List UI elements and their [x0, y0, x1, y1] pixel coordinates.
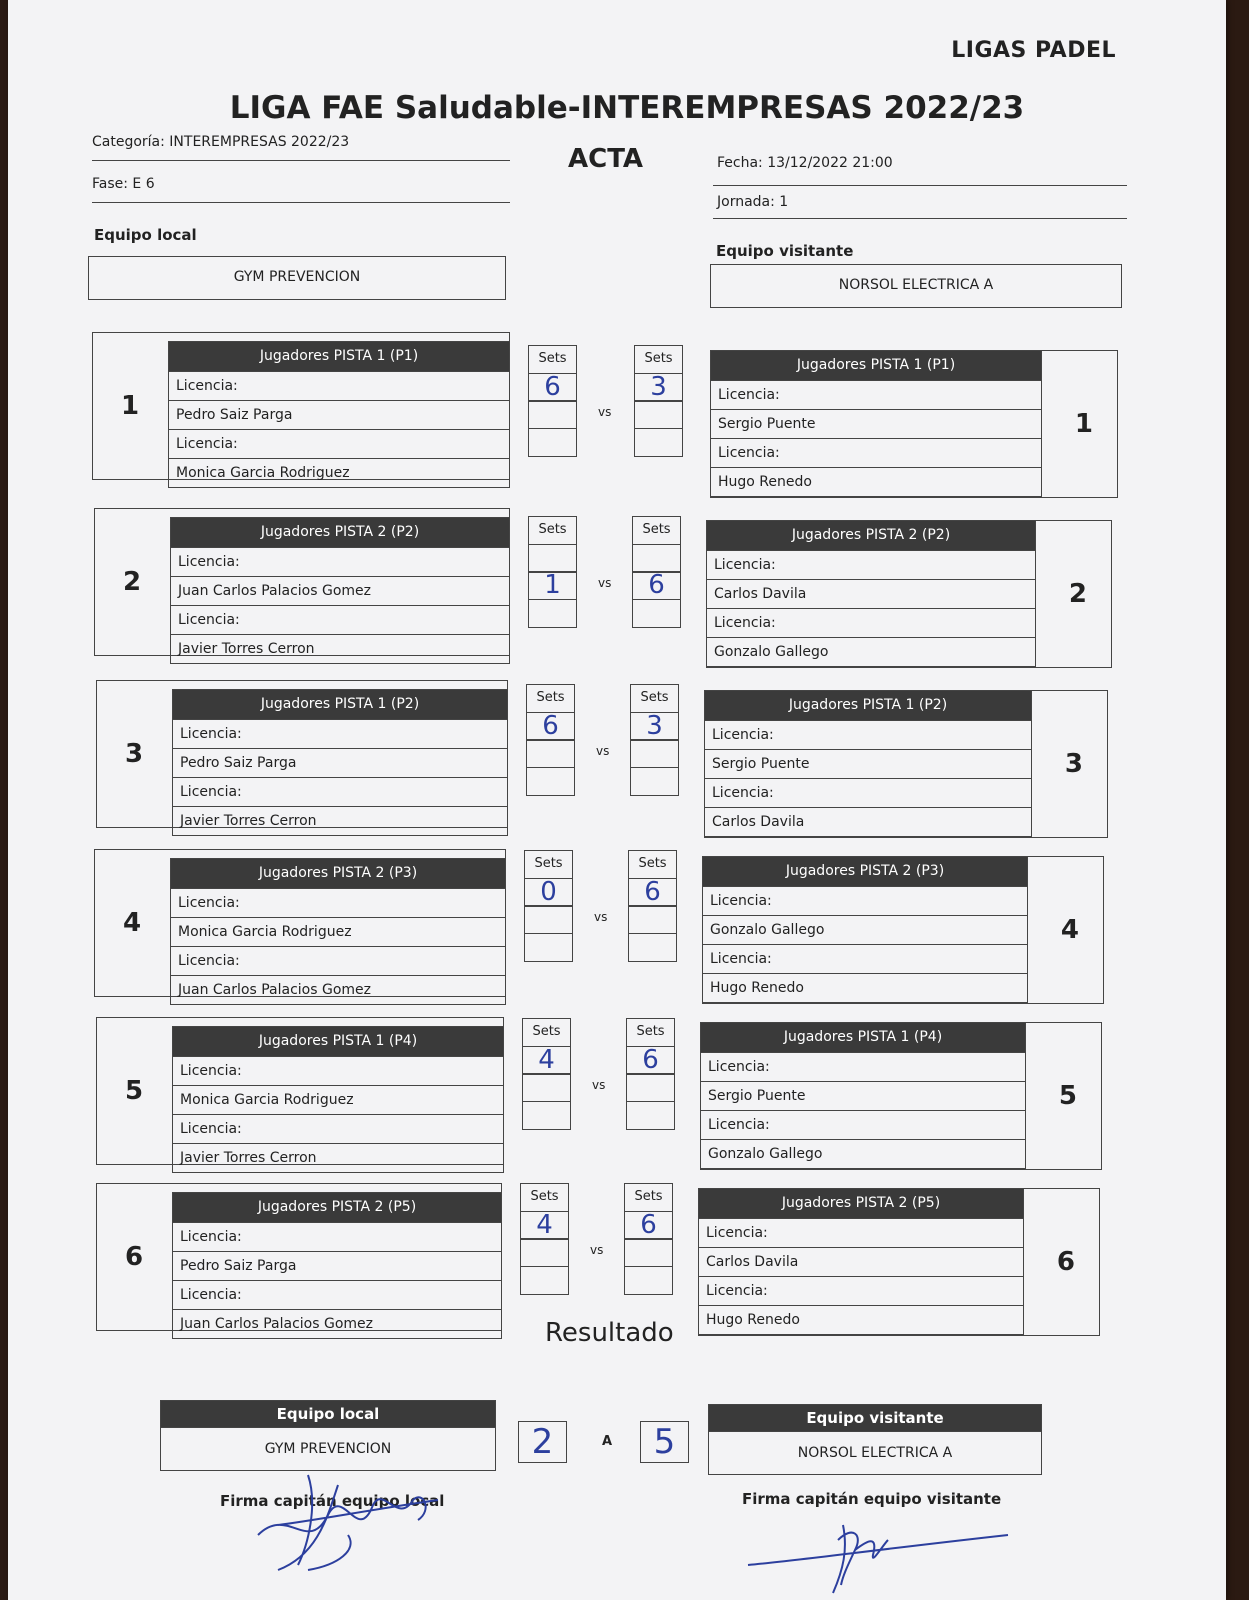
set-score-cell[interactable]	[624, 1211, 673, 1240]
licencia-label: Licencia:	[701, 1052, 1025, 1081]
set-score: 6	[642, 1044, 659, 1075]
visit-player-2: Gonzalo Gallego	[707, 637, 1035, 666]
local-player-1: Pedro Saiz Parga	[173, 748, 507, 777]
sets-header: Sets	[528, 345, 577, 374]
set-score-cell[interactable]	[526, 739, 575, 768]
set-score-cell[interactable]	[634, 428, 683, 457]
set-score-cell[interactable]	[522, 1073, 571, 1102]
visit-players-header: Jugadores PISTA 2 (P5)	[699, 1189, 1023, 1218]
visit-player-2: Hugo Renedo	[711, 467, 1041, 496]
licencia-label: Licencia:	[703, 944, 1027, 973]
local-player-2: Javier Torres Cerron	[171, 634, 509, 663]
visit-player-1: Sergio Puente	[705, 749, 1031, 778]
visit-players-table	[706, 520, 1036, 667]
licencia-label: Licencia:	[707, 608, 1035, 637]
local-sets-column	[528, 345, 577, 457]
local-player-1: Monica Garcia Rodriguez	[173, 1085, 503, 1114]
visit-players-table	[698, 1188, 1024, 1335]
set-score-cell[interactable]	[626, 1101, 675, 1130]
set-score: 6	[544, 371, 561, 402]
set-score-cell[interactable]	[526, 767, 575, 796]
set-score-cell[interactable]	[628, 933, 677, 962]
match-number: 2	[1068, 579, 1087, 609]
local-player-2: Monica Garcia Rodriguez	[169, 458, 509, 487]
visit-sets-column	[632, 516, 681, 628]
set-score-cell[interactable]	[524, 933, 573, 962]
match-6-local-block	[96, 1183, 502, 1331]
set-score-cell[interactable]	[524, 905, 573, 934]
licencia-label: Licencia:	[169, 371, 509, 400]
match-number: 2	[123, 567, 142, 597]
sets-header: Sets	[522, 1018, 571, 1047]
sets-header: Sets	[624, 1183, 673, 1212]
set-score-cell[interactable]	[522, 1101, 571, 1130]
visit-players-header: Jugadores PISTA 1 (P2)	[705, 691, 1031, 720]
visit-player-2: Hugo Renedo	[699, 1305, 1023, 1334]
vs-label: vs	[598, 576, 612, 590]
set-score-cell[interactable]	[520, 1266, 569, 1295]
sets-header: Sets	[628, 850, 677, 879]
match-6-visit-block	[698, 1188, 1100, 1336]
set-score-cell[interactable]	[624, 1266, 673, 1295]
licencia-label: Licencia:	[707, 550, 1035, 579]
visit-players-header: Jugadores PISTA 2 (P3)	[703, 857, 1027, 886]
licencia-label: Licencia:	[173, 1280, 501, 1309]
visit-player-1: Carlos Davila	[707, 579, 1035, 608]
set-score: 4	[536, 1209, 553, 1240]
licencia-label: Licencia:	[173, 1056, 503, 1085]
visit-player-2: Hugo Renedo	[703, 973, 1027, 1002]
set-score-cell[interactable]	[520, 1211, 569, 1240]
result-visit-table	[708, 1404, 1042, 1475]
local-sets-column	[526, 684, 575, 796]
licencia-label: Licencia:	[173, 719, 507, 748]
set-score-cell[interactable]	[632, 571, 681, 600]
licencia-label: Licencia:	[171, 605, 509, 634]
jornada-field: Jornada: 1	[713, 194, 1127, 219]
local-signature-stroke	[258, 1475, 438, 1570]
set-score-cell[interactable]	[624, 1238, 673, 1267]
visit-players-table	[700, 1022, 1026, 1169]
local-player-1: Juan Carlos Palacios Gomez	[171, 576, 509, 605]
set-score-cell[interactable]	[630, 739, 679, 768]
set-score-cell[interactable]	[522, 1046, 571, 1075]
categoria-field: Categoría: INTEREMPRESAS 2022/23	[92, 134, 510, 161]
visit-player-1: Sergio Puente	[711, 409, 1041, 438]
result-local-team: GYM PREVENCION	[161, 1427, 495, 1470]
licencia-label: Licencia:	[705, 778, 1031, 807]
match-number: 6	[125, 1242, 144, 1272]
match-number: 4	[123, 908, 142, 938]
set-score-cell[interactable]	[632, 599, 681, 628]
visit-player-1: Carlos Davila	[699, 1247, 1023, 1276]
licencia-label: Licencia:	[173, 1222, 501, 1251]
local-players-table	[170, 858, 506, 1005]
set-score-cell[interactable]	[528, 373, 577, 402]
local-players-table	[172, 1192, 502, 1339]
fecha-field: Fecha: 13/12/2022 21:00	[713, 155, 1127, 186]
match-number: 4	[1060, 915, 1079, 945]
local-team-box: GYM PREVENCION	[88, 256, 506, 300]
licencia-label: Licencia:	[173, 777, 507, 806]
local-players-header: Jugadores PISTA 2 (P5)	[173, 1193, 501, 1222]
local-players-header: Jugadores PISTA 1 (P1)	[169, 342, 509, 371]
set-score-cell[interactable]	[632, 544, 681, 573]
local-sets-column	[524, 850, 573, 962]
visit-signature	[743, 1505, 1013, 1595]
local-players-header: Jugadores PISTA 2 (P2)	[171, 518, 509, 547]
set-score-cell[interactable]	[526, 712, 575, 741]
set-score: 6	[542, 710, 559, 741]
visit-sets-column	[626, 1018, 675, 1130]
result-visit-team: NORSOL ELECTRICA A	[709, 1431, 1041, 1474]
visit-team-box: NORSOL ELECTRICA A	[710, 264, 1122, 308]
match-5-local-block	[96, 1017, 504, 1165]
licencia-label: Licencia:	[699, 1276, 1023, 1305]
local-players-table	[172, 689, 508, 836]
visit-players-table	[710, 350, 1042, 497]
local-player-2: Javier Torres Cerron	[173, 1143, 503, 1172]
licencia-label: Licencia:	[171, 946, 505, 975]
match-number: 5	[1058, 1081, 1077, 1111]
local-sets-column	[520, 1183, 569, 1295]
sets-header: Sets	[634, 345, 683, 374]
licencia-label: Licencia:	[699, 1218, 1023, 1247]
set-score-cell[interactable]	[528, 571, 577, 600]
acta-label: ACTA	[568, 144, 644, 174]
local-players-table	[172, 1026, 504, 1173]
set-score: 0	[540, 876, 557, 907]
local-players-table	[170, 517, 510, 664]
licencia-label: Licencia:	[171, 888, 505, 917]
set-score-cell[interactable]	[630, 767, 679, 796]
licencia-label: Licencia:	[701, 1110, 1025, 1139]
sets-header: Sets	[520, 1183, 569, 1212]
fase-field: Fase: E 6	[92, 176, 510, 203]
licencia-label: Licencia:	[703, 886, 1027, 915]
set-score: 3	[646, 710, 663, 741]
local-players-table	[168, 341, 510, 488]
visit-player-2: Gonzalo Gallego	[701, 1139, 1025, 1168]
match-3-local-block	[96, 680, 508, 828]
local-players-header: Jugadores PISTA 1 (P2)	[173, 690, 507, 719]
match-number: 6	[1056, 1247, 1075, 1277]
local-sets-column	[528, 516, 577, 628]
match-number: 3	[1064, 749, 1083, 779]
set-score-cell[interactable]	[634, 400, 683, 429]
set-score: 4	[538, 1044, 555, 1075]
set-score: 1	[544, 570, 561, 600]
visit-score-box: 5	[640, 1421, 689, 1463]
document-title: LIGA FAE Saludable-INTEREMPRESAS 2022/23	[229, 90, 1025, 126]
match-4-local-block	[94, 849, 506, 997]
set-score: 6	[648, 570, 665, 600]
vs-label: vs	[598, 405, 612, 419]
vs-label: vs	[592, 1078, 606, 1092]
visit-sets-column	[628, 850, 677, 962]
visit-player-1: Sergio Puente	[701, 1081, 1025, 1110]
local-player-2: Juan Carlos Palacios Gomez	[171, 975, 505, 1004]
resultado-title: Resultado	[545, 1318, 674, 1348]
licencia-label: Licencia:	[169, 429, 509, 458]
licencia-label: Licencia:	[173, 1114, 503, 1143]
match-number: 1	[121, 391, 140, 421]
local-sets-column	[522, 1018, 571, 1130]
local-players-header: Jugadores PISTA 2 (P3)	[171, 859, 505, 888]
visit-sets-column	[630, 684, 679, 796]
local-score-box: 2	[518, 1421, 567, 1463]
match-3-visit-block	[704, 690, 1108, 838]
local-player-2: Javier Torres Cerron	[173, 806, 507, 835]
match-number: 1	[1074, 409, 1093, 439]
vs-label: vs	[596, 744, 610, 758]
licencia-label: Licencia:	[705, 720, 1031, 749]
set-score: 6	[640, 1209, 657, 1240]
sets-header: Sets	[524, 850, 573, 879]
match-1-local-block	[92, 332, 510, 480]
sets-header: Sets	[632, 516, 681, 545]
set-score-cell[interactable]	[520, 1238, 569, 1267]
licencia-label: Licencia:	[171, 547, 509, 576]
set-score-cell[interactable]	[628, 878, 677, 907]
match-2-visit-block	[706, 520, 1112, 668]
match-5-visit-block	[700, 1022, 1102, 1170]
set-score-cell[interactable]	[524, 878, 573, 907]
set-score-cell[interactable]	[628, 905, 677, 934]
sets-header: Sets	[526, 684, 575, 713]
acta-sheet	[8, 0, 1226, 1600]
visit-players-table	[704, 690, 1032, 837]
vs-label: vs	[590, 1243, 604, 1257]
set-score-cell[interactable]	[630, 712, 679, 741]
visit-player-1: Gonzalo Gallego	[703, 915, 1027, 944]
visit-players-header: Jugadores PISTA 2 (P2)	[707, 521, 1035, 550]
local-player-1: Monica Garcia Rodriguez	[171, 917, 505, 946]
sets-header: Sets	[528, 516, 577, 545]
sets-header: Sets	[626, 1018, 675, 1047]
firma-visit-label: Firma capitán equipo visitante	[742, 1490, 1002, 1508]
visit-signature-stroke	[748, 1525, 1008, 1593]
vs-label: vs	[594, 910, 608, 924]
result-local-header: Equipo local	[161, 1401, 495, 1427]
match-2-local-block	[94, 508, 510, 656]
set-score-cell[interactable]	[634, 373, 683, 402]
set-score: 6	[644, 876, 661, 907]
visit-player-2: Carlos Davila	[705, 807, 1031, 836]
set-score: 3	[650, 371, 667, 402]
local-player-1: Pedro Saiz Parga	[169, 400, 509, 429]
set-score-cell[interactable]	[626, 1073, 675, 1102]
visit-sets-column	[624, 1183, 673, 1295]
match-number: 5	[125, 1076, 144, 1106]
local-players-header: Jugadores PISTA 1 (P4)	[173, 1027, 503, 1056]
set-score-cell[interactable]	[528, 400, 577, 429]
set-score-cell[interactable]	[528, 599, 577, 628]
set-score-cell[interactable]	[626, 1046, 675, 1075]
licencia-label: Licencia:	[711, 380, 1041, 409]
result-local-table	[160, 1400, 496, 1471]
visit-players-table	[702, 856, 1028, 1003]
ligas-padel-label: LIGAS PADEL	[951, 38, 1116, 63]
visit-players-header: Jugadores PISTA 1 (P1)	[711, 351, 1041, 380]
local-player-1: Pedro Saiz Parga	[173, 1251, 501, 1280]
set-score-cell[interactable]	[528, 428, 577, 457]
local-signature	[248, 1465, 448, 1575]
licencia-label: Licencia:	[711, 438, 1041, 467]
match-4-visit-block	[702, 856, 1104, 1004]
visit-players-header: Jugadores PISTA 1 (P4)	[701, 1023, 1025, 1052]
equipo-local-label: Equipo local	[94, 226, 197, 244]
sets-header: Sets	[630, 684, 679, 713]
firma-local-label: Firma capitán equipo local	[220, 1492, 445, 1510]
match-number: 3	[125, 739, 144, 769]
score-separator: A	[602, 1434, 613, 1449]
result-visit-header: Equipo visitante	[709, 1405, 1041, 1431]
set-score-cell[interactable]	[528, 544, 577, 573]
match-1-visit-block	[710, 350, 1118, 498]
equipo-visitante-label: Equipo visitante	[716, 242, 854, 260]
visit-sets-column	[634, 345, 683, 457]
local-player-2: Juan Carlos Palacios Gomez	[173, 1309, 501, 1338]
